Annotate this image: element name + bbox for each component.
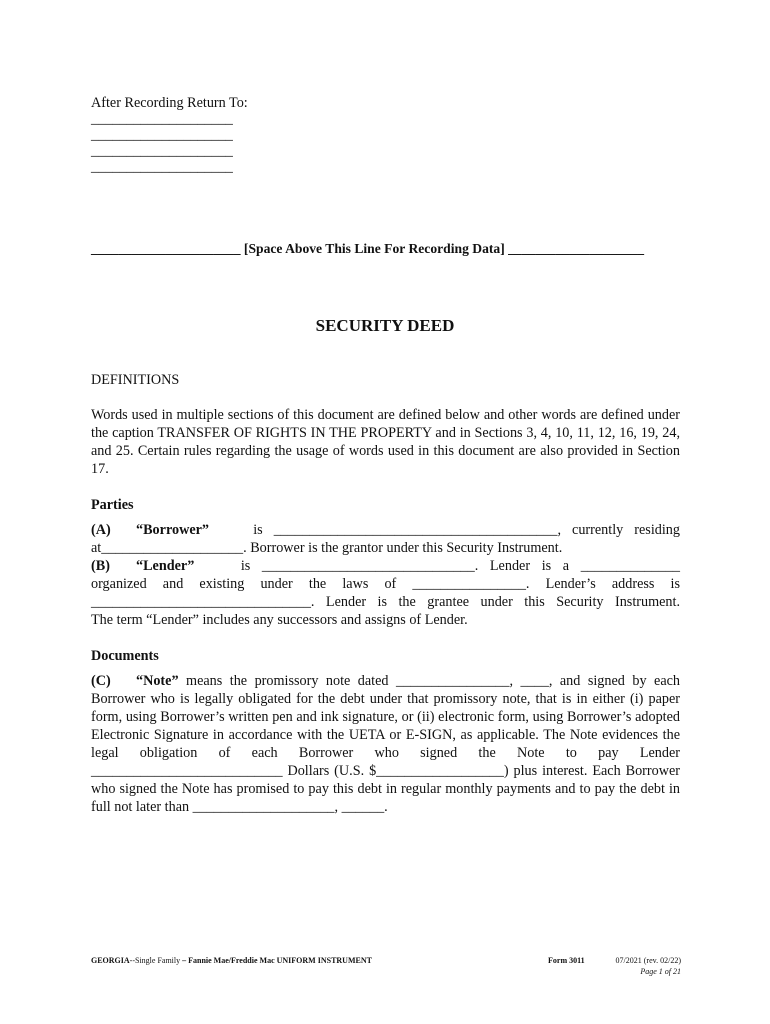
recording-data-line: ______________________ [Space Above This Line For Recording Data] ____________________ xyxy=(91,241,645,256)
return-to-title: After Recording Return To: xyxy=(91,95,248,111)
borrower-term: “Borrower” xyxy=(136,522,210,538)
footer-form-number: Form 3011 xyxy=(548,956,585,965)
party-b-line4: The term “Lender” includes any successors and assigns of Lender. xyxy=(91,612,468,628)
party-a-label: (A) xyxy=(91,522,111,538)
party-b xyxy=(91,557,680,629)
lender-line: is ______________________________. Lender is a ______________ xyxy=(240,558,681,574)
footer-state: GEORGIA xyxy=(91,956,130,965)
return-to-line: ____________________ xyxy=(91,127,233,143)
definitions-intro: Words used in multiple sections of this document are defined below and other words are defined under the caption TRANSFER OF RIGHTS IN THE PROPERTY and in Sections 3, 4, 10, 11, 12, 16, 19, 24, and 25. Certain rules regarding the usage of words used in this document are also provided in Section 17. xyxy=(91,407,680,477)
return-to-block xyxy=(91,94,391,176)
parties-heading: Parties xyxy=(91,497,134,513)
lender-term: “Lender” xyxy=(136,558,195,574)
footer-instrument xyxy=(91,956,372,966)
note-text: means the promissory note dated ________________, ____, and signed by each Borrower who is legally obligated for the debt under that promissory note, that is in either (i) paper form, using Borrower’s written pen and ink signature, or (ii) electronic form, using Borrower’s adopted Electronic Signature in accordance with the UETA or E-SIGN, as applicable. The Note evidences the legal obligation of each Borrower who signed the Note to pay Lender ___________________________ Dollars (U.S. $__________________) plus interest. Each Borrower who signed the Note has promised to pay this debt in regular monthly payments and to pay the debt in full not later than ____________________, ______. xyxy=(91,673,681,815)
party-b-label: (B) xyxy=(91,558,110,574)
footer-form-date: 07/2021 (rev. 02/22) xyxy=(615,956,681,965)
note-definition xyxy=(91,672,680,816)
return-to-line: ____________________ xyxy=(91,143,233,159)
definitions-heading: DEFINITIONS xyxy=(91,372,180,388)
return-to-line: ____________________ xyxy=(91,159,233,175)
return-to-line: ____________________ xyxy=(91,111,233,127)
party-b-line2: organized and existing under the laws of ________________. Lender’s address is xyxy=(91,576,680,592)
footer-uniform-instrument: Fannie Mae/Freddie Mac UNIFORM INSTRUMENT xyxy=(188,956,372,965)
note-label: (C) xyxy=(91,673,111,689)
borrower-line: is ________________________________________, currently residing xyxy=(253,522,680,538)
party-a xyxy=(91,521,680,557)
footer-dash: -- xyxy=(129,956,135,965)
documents-heading: Documents xyxy=(91,648,159,664)
party-a-line1 xyxy=(91,521,680,539)
footer-page-number: Page 1 of 21 xyxy=(640,967,681,976)
footer-dash-2: – xyxy=(180,956,189,965)
document-title: SECURITY DEED xyxy=(315,316,455,335)
party-b-line1 xyxy=(91,557,680,575)
footer-family: Single Family xyxy=(135,956,181,965)
note-term: “Note” xyxy=(136,673,179,689)
party-a-line2: at____________________. Borrower is the grantor under this Security Instrument. xyxy=(91,540,563,556)
party-b-line3: _______________________________. Lender is the grantee under this Security Instrument. xyxy=(91,594,680,610)
